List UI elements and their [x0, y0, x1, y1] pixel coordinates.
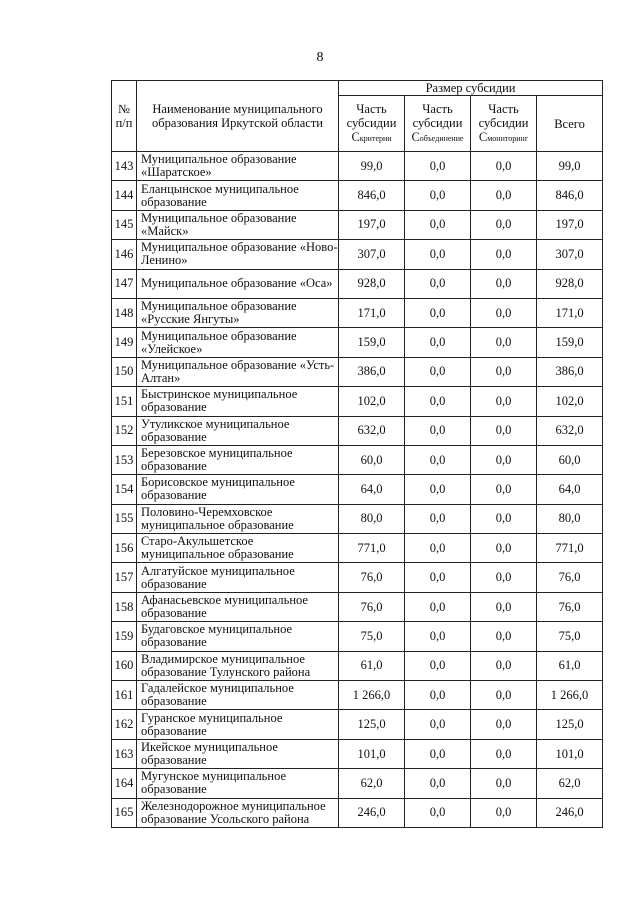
monitoring-part-value: 0,0 — [471, 152, 537, 181]
header-total: Всего — [537, 96, 603, 152]
table-row — [112, 357, 603, 386]
row-number: 145 — [112, 210, 137, 239]
monitoring-part-value: 0,0 — [471, 622, 537, 651]
merger-part-value: 0,0 — [405, 240, 471, 269]
criteria-part-value: 632,0 — [339, 416, 405, 445]
municipality-name: Старо-Акульшетское муниципальное образование — [137, 534, 339, 563]
header-number: № п/п — [112, 81, 137, 152]
monitoring-part-value: 0,0 — [471, 210, 537, 239]
municipality-name: Муниципальное образование «Майск» — [137, 210, 339, 239]
merger-part-value: 0,0 — [405, 416, 471, 445]
criteria-part-value: 76,0 — [339, 563, 405, 592]
merger-part-value: 0,0 — [405, 298, 471, 327]
municipality-name: Муниципальное образование «Шаратское» — [137, 152, 339, 181]
table-row — [112, 739, 603, 768]
monitoring-part-value: 0,0 — [471, 534, 537, 563]
criteria-part-value: 928,0 — [339, 269, 405, 298]
monitoring-part-value: 0,0 — [471, 416, 537, 445]
table-row — [112, 504, 603, 533]
table-row — [112, 681, 603, 710]
monitoring-part-value: 0,0 — [471, 681, 537, 710]
merger-part-value: 0,0 — [405, 475, 471, 504]
row-number: 152 — [112, 416, 137, 445]
table-row — [112, 445, 603, 474]
total-value: 159,0 — [537, 328, 603, 357]
criteria-part-value: 771,0 — [339, 534, 405, 563]
row-number: 164 — [112, 769, 137, 798]
row-number: 155 — [112, 504, 137, 533]
monitoring-part-value: 0,0 — [471, 240, 537, 269]
total-value: 64,0 — [537, 475, 603, 504]
municipality-name: Муниципальное образование «Ново-Ленино» — [137, 240, 339, 269]
total-value: 76,0 — [537, 592, 603, 621]
monitoring-part-value: 0,0 — [471, 387, 537, 416]
municipality-name: Муниципальное образование «Усть-Алтан» — [137, 357, 339, 386]
total-value: 771,0 — [537, 534, 603, 563]
merger-part-value: 0,0 — [405, 798, 471, 827]
municipality-name: Половино-Черемховское муниципальное образование — [137, 504, 339, 533]
monitoring-part-value: 0,0 — [471, 710, 537, 739]
municipality-name: Муниципальное образование «Улейское» — [137, 328, 339, 357]
table-row — [112, 534, 603, 563]
merger-part-value: 0,0 — [405, 269, 471, 298]
row-number: 157 — [112, 563, 137, 592]
merger-part-value: 0,0 — [405, 387, 471, 416]
monitoring-part-value: 0,0 — [471, 181, 537, 210]
row-number: 162 — [112, 710, 137, 739]
criteria-part-value: 386,0 — [339, 357, 405, 386]
total-value: 61,0 — [537, 651, 603, 680]
total-value: 76,0 — [537, 563, 603, 592]
row-number: 163 — [112, 739, 137, 768]
monitoring-part-value: 0,0 — [471, 328, 537, 357]
monitoring-part-value: 0,0 — [471, 445, 537, 474]
monitoring-part-value: 0,0 — [471, 475, 537, 504]
merger-part-value: 0,0 — [405, 681, 471, 710]
total-value: 60,0 — [537, 445, 603, 474]
total-value: 307,0 — [537, 240, 603, 269]
total-value: 386,0 — [537, 357, 603, 386]
municipality-name: Алгатуйское муниципальное образование — [137, 563, 339, 592]
criteria-part-value: 99,0 — [339, 152, 405, 181]
criteria-part-value: 846,0 — [339, 181, 405, 210]
municipality-name: Гадалейское муниципальное образование — [137, 681, 339, 710]
municipality-name: Утуликское муниципальное образование — [137, 416, 339, 445]
total-value: 632,0 — [537, 416, 603, 445]
criteria-part-value: 62,0 — [339, 769, 405, 798]
table-row — [112, 298, 603, 327]
merger-part-value: 0,0 — [405, 357, 471, 386]
header-part-criteria-symbol: С — [351, 129, 360, 144]
total-value: 102,0 — [537, 387, 603, 416]
table-row — [112, 798, 603, 827]
table-row — [112, 769, 603, 798]
monitoring-part-value: 0,0 — [471, 504, 537, 533]
municipality-name: Гуранское муниципальное образование — [137, 710, 339, 739]
table-row — [112, 328, 603, 357]
table-row — [112, 475, 603, 504]
municipality-name: Мугунское муниципальное образование — [137, 769, 339, 798]
header-name: Наименование муниципального образования Иркутской области — [137, 81, 339, 152]
total-value: 101,0 — [537, 739, 603, 768]
header-part-merger — [405, 96, 471, 152]
table-row — [112, 387, 603, 416]
row-number: 143 — [112, 152, 137, 181]
header-part-merger-label: Часть субсидии — [412, 101, 463, 130]
table-row — [112, 210, 603, 239]
monitoring-part-value: 0,0 — [471, 298, 537, 327]
total-value: 75,0 — [537, 622, 603, 651]
municipality-name: Березовское муниципальное образование — [137, 445, 339, 474]
table-header — [112, 81, 603, 152]
total-value: 928,0 — [537, 269, 603, 298]
merger-part-value: 0,0 — [405, 181, 471, 210]
municipality-name: Икейское муниципальное образование — [137, 739, 339, 768]
criteria-part-value: 64,0 — [339, 475, 405, 504]
row-number: 158 — [112, 592, 137, 621]
criteria-part-value: 246,0 — [339, 798, 405, 827]
table-row — [112, 240, 603, 269]
criteria-part-value: 61,0 — [339, 651, 405, 680]
merger-part-value: 0,0 — [405, 592, 471, 621]
header-part-criteria-label: Часть субсидии — [346, 101, 397, 130]
criteria-part-value: 80,0 — [339, 504, 405, 533]
table-row — [112, 563, 603, 592]
header-part-merger-symbol: С — [411, 129, 420, 144]
merger-part-value: 0,0 — [405, 739, 471, 768]
criteria-part-value: 60,0 — [339, 445, 405, 474]
monitoring-part-value: 0,0 — [471, 563, 537, 592]
total-value: 62,0 — [537, 769, 603, 798]
criteria-part-value: 197,0 — [339, 210, 405, 239]
table-row — [112, 592, 603, 621]
table-row — [112, 152, 603, 181]
table-body — [112, 152, 603, 828]
total-value: 846,0 — [537, 181, 603, 210]
row-number: 146 — [112, 240, 137, 269]
criteria-part-value: 171,0 — [339, 298, 405, 327]
municipality-name: Муниципальное образование «Оса» — [137, 269, 339, 298]
criteria-part-value: 125,0 — [339, 710, 405, 739]
total-value: 80,0 — [537, 504, 603, 533]
municipality-name: Афанасьевское муниципальное образование — [137, 592, 339, 621]
row-number: 160 — [112, 651, 137, 680]
header-part-monitoring-subscript: мониторинг — [487, 133, 529, 143]
monitoring-part-value: 0,0 — [471, 739, 537, 768]
table-row — [112, 710, 603, 739]
municipality-name: Железнодорожное муниципальное образование Усольского района — [137, 798, 339, 827]
header-part-monitoring-label: Часть субсидии — [478, 101, 529, 130]
merger-part-value: 0,0 — [405, 651, 471, 680]
total-value: 1 266,0 — [537, 681, 603, 710]
row-number: 161 — [112, 681, 137, 710]
total-value: 125,0 — [537, 710, 603, 739]
row-number: 149 — [112, 328, 137, 357]
municipality-name: Еланцынское муниципальное образование — [137, 181, 339, 210]
table-row — [112, 416, 603, 445]
total-value: 197,0 — [537, 210, 603, 239]
merger-part-value: 0,0 — [405, 563, 471, 592]
monitoring-part-value: 0,0 — [471, 357, 537, 386]
merger-part-value: 0,0 — [405, 328, 471, 357]
criteria-part-value: 1 266,0 — [339, 681, 405, 710]
table-row — [112, 181, 603, 210]
row-number: 150 — [112, 357, 137, 386]
monitoring-part-value: 0,0 — [471, 769, 537, 798]
header-part-monitoring — [471, 96, 537, 152]
criteria-part-value: 102,0 — [339, 387, 405, 416]
row-number: 159 — [112, 622, 137, 651]
municipality-name: Муниципальное образование «Русские Янгуты» — [137, 298, 339, 327]
merger-part-value: 0,0 — [405, 210, 471, 239]
criteria-part-value: 307,0 — [339, 240, 405, 269]
row-number: 151 — [112, 387, 137, 416]
municipality-name: Борисовское муниципальное образование — [137, 475, 339, 504]
header-part-merger-subscript: объединение — [419, 133, 464, 143]
table-row — [112, 622, 603, 651]
row-number: 147 — [112, 269, 137, 298]
municipality-name: Владимирское муниципальное образование Тулунского района — [137, 651, 339, 680]
total-value: 171,0 — [537, 298, 603, 327]
monitoring-part-value: 0,0 — [471, 651, 537, 680]
merger-part-value: 0,0 — [405, 622, 471, 651]
merger-part-value: 0,0 — [405, 152, 471, 181]
criteria-part-value: 159,0 — [339, 328, 405, 357]
monitoring-part-value: 0,0 — [471, 798, 537, 827]
merger-part-value: 0,0 — [405, 504, 471, 533]
row-number: 156 — [112, 534, 137, 563]
merger-part-value: 0,0 — [405, 445, 471, 474]
municipality-name: Быстринское муниципальное образование — [137, 387, 339, 416]
row-number: 165 — [112, 798, 137, 827]
municipality-name: Будаговское муниципальное образование — [137, 622, 339, 651]
header-part-criteria — [339, 96, 405, 152]
table-row — [112, 651, 603, 680]
row-number: 148 — [112, 298, 137, 327]
total-value: 246,0 — [537, 798, 603, 827]
merger-part-value: 0,0 — [405, 710, 471, 739]
header-part-monitoring-symbol: С — [478, 129, 488, 144]
criteria-part-value: 101,0 — [339, 739, 405, 768]
page-number: 8 — [316, 50, 324, 65]
merger-part-value: 0,0 — [405, 769, 471, 798]
subsidy-table — [111, 80, 603, 828]
monitoring-part-value: 0,0 — [471, 269, 537, 298]
row-number: 153 — [112, 445, 137, 474]
header-part-criteria-subscript: критерии — [359, 133, 392, 143]
table-row — [112, 269, 603, 298]
monitoring-part-value: 0,0 — [471, 592, 537, 621]
criteria-part-value: 76,0 — [339, 592, 405, 621]
total-value: 99,0 — [537, 152, 603, 181]
header-subsidy-size: Размер субсидии — [339, 81, 603, 96]
criteria-part-value: 75,0 — [339, 622, 405, 651]
merger-part-value: 0,0 — [405, 534, 471, 563]
row-number: 144 — [112, 181, 137, 210]
row-number: 154 — [112, 475, 137, 504]
